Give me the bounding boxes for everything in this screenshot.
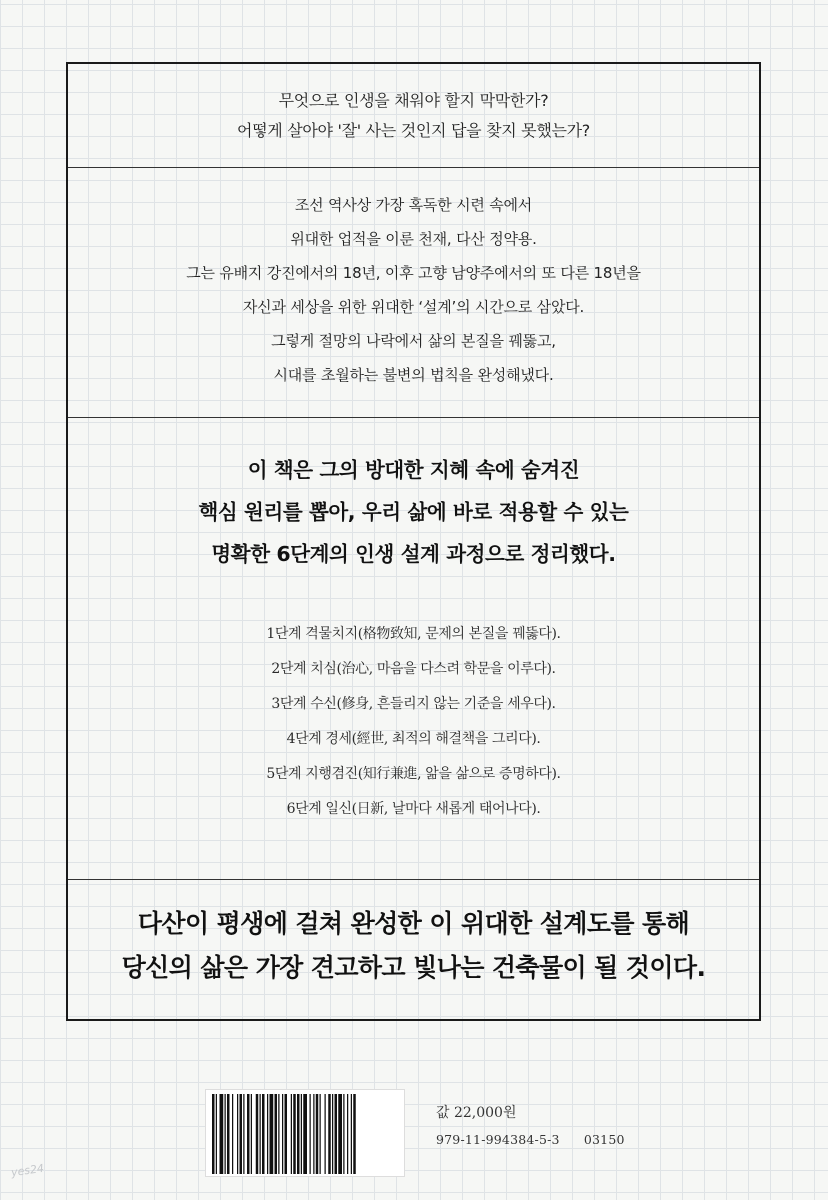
- barcode-bar: [275, 1094, 278, 1174]
- divider: [68, 167, 759, 168]
- barcode-bar: [240, 1094, 243, 1174]
- step-item: 3단계 수신(修身, 흔들리지 않는 기준을 세우다).: [271, 696, 556, 712]
- barcode-bar: [353, 1094, 356, 1174]
- isbn-line: [436, 1132, 625, 1147]
- intro-line: 조선 역사상 가장 혹독한 시련 속에서: [294, 196, 533, 214]
- barcode-bar: [301, 1094, 302, 1174]
- barcode-bar: [303, 1094, 307, 1174]
- barcode-bar: [216, 1094, 217, 1174]
- barcode-bar: [251, 1094, 252, 1174]
- key-message-line: 핵심 원리를 뽑아, 우리 삶에 바로 적용할 수 있는: [198, 500, 629, 524]
- intro-line: 자신과 세상을 위한 위대한 ‘설계’의 시간으로 삼았다.: [242, 298, 585, 316]
- barcode-bar: [332, 1094, 333, 1174]
- watermark-logo: yes24: [10, 1161, 45, 1180]
- step-item: 2단계 치심(治心, 마음을 다스려 학문을 이루다).: [271, 661, 556, 677]
- key-message-line: 명확한 6단계의 인생 설계 과정으로 정리했다.: [211, 542, 616, 566]
- barcode-graphic: [212, 1094, 400, 1174]
- divider: [68, 879, 759, 880]
- isbn-number: 979-11-994384-5-3: [436, 1132, 560, 1147]
- barcode-bar: [325, 1094, 326, 1174]
- intro-paragraph: [68, 188, 759, 392]
- isbn-addon-code: 03150: [583, 1132, 625, 1147]
- closing-statement: [68, 902, 759, 990]
- opening-questions: [68, 86, 759, 146]
- barcode-bar: [282, 1094, 283, 1174]
- step-list: [68, 617, 759, 827]
- barcode-bar: [225, 1094, 226, 1174]
- barcode-bar: [335, 1094, 338, 1174]
- barcode-bar: [270, 1094, 274, 1174]
- barcode: [205, 1089, 405, 1177]
- intro-line: 그렇게 절망의 나락에서 삶의 본질을 꿰뚫고,: [271, 332, 556, 350]
- barcode-bar: [297, 1094, 300, 1174]
- step-item: 1단계 격물치지(格物致知, 문제의 본질을 꿰뚫다).: [266, 626, 561, 642]
- barcode-bar: [232, 1094, 233, 1174]
- barcode-bar: [247, 1094, 250, 1174]
- intro-line: 위대한 업적을 이룬 천재, 다산 정약용.: [290, 230, 537, 248]
- barcode-bar: [347, 1094, 348, 1174]
- barcode-bar: [310, 1094, 311, 1174]
- closing-line: 당신의 삶은 가장 견고하고 빛나는 건축물이 될 것이다.: [121, 953, 706, 982]
- barcode-bar: [278, 1094, 279, 1174]
- key-message: [68, 449, 759, 575]
- barcode-bar: [262, 1094, 265, 1174]
- barcode-bar: [320, 1094, 321, 1174]
- barcode-bar: [227, 1094, 230, 1174]
- barcode-bar: [256, 1094, 259, 1174]
- barcode-bar: [338, 1094, 342, 1174]
- barcode-bar: [285, 1094, 288, 1174]
- key-message-line: 이 책은 그의 방대한 지혜 속에 숨겨진: [247, 458, 580, 482]
- step-item: 6단계 일신(日新, 날마다 새롭게 태어나다).: [286, 801, 541, 817]
- step-item: 5단계 지행겸진(知行兼進, 앎을 삶으로 증명하다).: [266, 766, 561, 782]
- barcode-bar: [343, 1094, 344, 1174]
- text-frame: [66, 62, 761, 1021]
- barcode-bar: [291, 1094, 292, 1174]
- barcode-bar: [212, 1094, 215, 1174]
- divider: [68, 417, 759, 418]
- barcode-bar: [293, 1094, 296, 1174]
- question-line: 어떻게 살아야 '잘' 사는 것인지 답을 찾지 못했는가?: [236, 121, 590, 140]
- barcode-bar: [351, 1094, 352, 1174]
- price-label: 값 22,000원: [436, 1105, 517, 1121]
- question-line: 무엇으로 인생을 채워야 할지 막막한가?: [278, 91, 549, 110]
- barcode-bar: [243, 1094, 244, 1174]
- intro-line: 그는 유배지 강진에서의 18년, 이후 고향 남양주에서의 또 다른 18년을: [186, 264, 641, 282]
- barcode-bar: [220, 1094, 224, 1174]
- barcode-bar: [316, 1094, 319, 1174]
- step-item: 4단계 경세(經世, 최적의 해결책을 그리다).: [286, 731, 541, 747]
- intro-line: 시대를 초월하는 불변의 법칙을 완성해냈다.: [273, 366, 554, 384]
- barcode-bar: [328, 1094, 331, 1174]
- closing-line: 다산이 평생에 걸쳐 완성한 이 위대한 설계도를 통해: [137, 909, 690, 938]
- barcode-bar: [260, 1094, 261, 1174]
- barcode-bar: [313, 1094, 314, 1174]
- barcode-bar: [267, 1094, 268, 1174]
- barcode-bar: [237, 1094, 238, 1174]
